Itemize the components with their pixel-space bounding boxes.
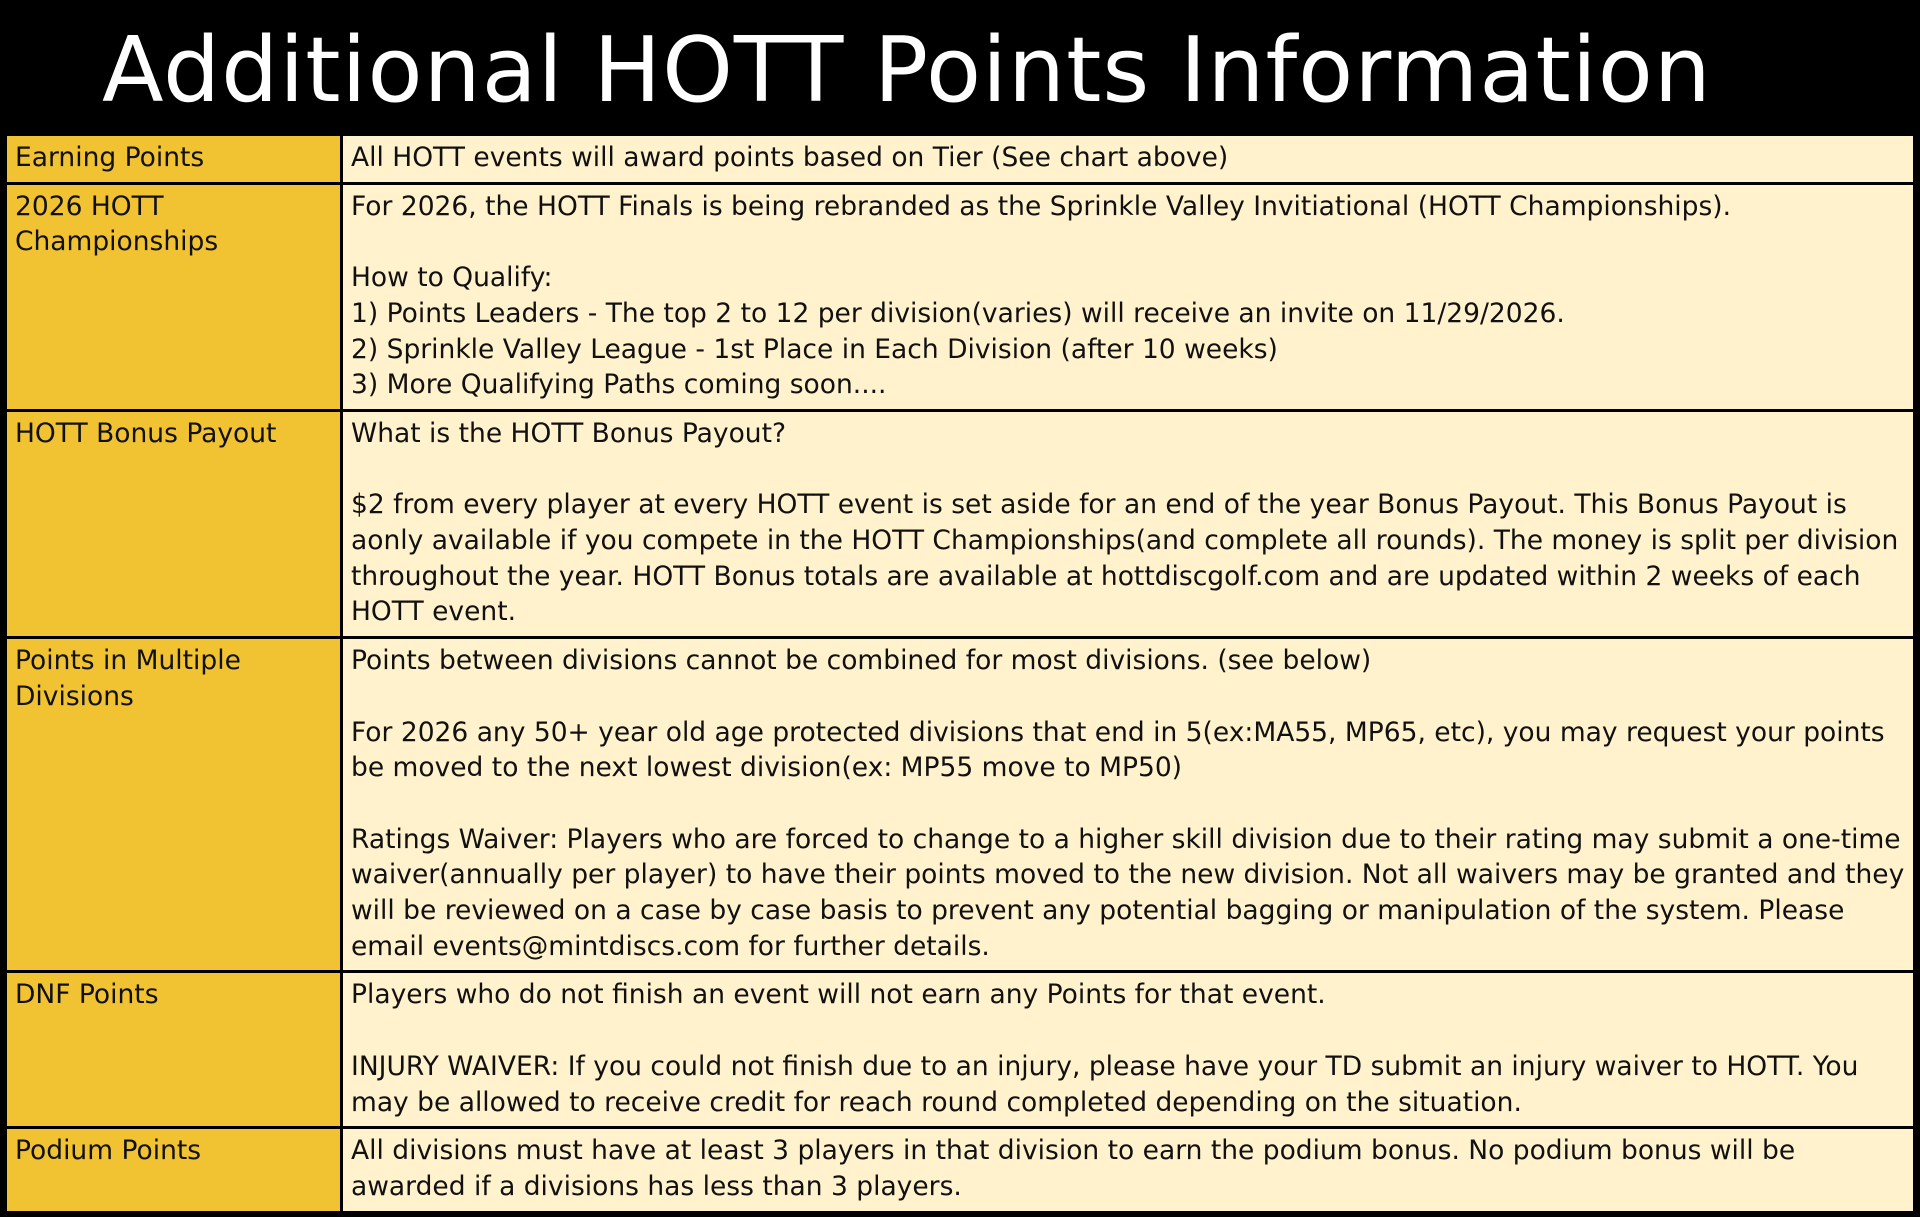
paragraph: Players who do not finish an event will not earn any Points for that event. [351,979,1326,1011]
paragraph-spacer [351,786,1905,822]
row-label: Podium Points [6,1128,342,1212]
paragraph-spacer [351,1013,1905,1049]
row-label: DNF Points [6,972,342,1128]
table-row [6,972,1915,1128]
table-row [6,1128,1915,1212]
paragraph: 3) More Qualifying Paths coming soon.... [351,369,887,401]
paragraph: All HOTT events will award points based on Tier (See chart above) [351,142,1229,173]
table-row [6,410,1915,637]
table-row [6,638,1915,972]
row-content [342,410,1915,637]
points-info-table [4,133,1916,1214]
table-body [6,135,1915,1213]
paragraph: INJURY WAIVER: If you could not finish due to an injury, please have your TD submit an injury waiver to HOTT. You may be allowed to receive credit for reach round completed depending on the situation. [351,1050,1859,1118]
paragraph: $2 from every player at every HOTT event is set aside for an end of the year Bonus Payout. This Bonus Payout is aonly available if you compete in the HOTT Championships(and complete all rounds). The money is split per division throughout the year. HOTT Bonus totals are available at hottdiscgolf.com and are updated within 2 weeks of each HOTT event. [351,489,1899,628]
paragraph-spacer [351,224,1905,260]
paragraph: Ratings Waiver: Players who are forced to change to a higher skill division due to their rating may submit a one-time waiver(annually per player) to have their points moved to the new division. Not all waivers may be granted and they will be reviewed on a case by case basis to prevent any potential bagging or manipulation of the system. Please email events@mintdiscs.com for further details. [351,823,1905,962]
paragraph: For 2026, the HOTT Finals is being rebranded as the Sprinkle Valley Invitiational (HOTT Championships). [351,190,1732,222]
paragraph: All divisions must have at least 3 players in that division to earn the podium bonus. No podium bonus will be awarded if a divisions has less than 3 players. [351,1135,1796,1202]
row-label: HOTT Bonus Payout [6,410,342,637]
paragraph: 2) Sprinkle Valley League - 1st Place in Each Division (after 10 weeks) [351,333,1278,365]
table-row [6,135,1915,184]
page-title: Additional HOTT Points Information [102,17,1712,123]
paragraph: How to Qualify: [351,262,553,294]
title-bar [0,0,1920,133]
row-content [342,183,1915,410]
paragraph: 1) Points Leaders - The top 2 to 12 per division(varies) will receive an invite on 11/29/2026. [351,297,1565,329]
paragraph: For 2026 any 50+ year old age protected divisions that end in 5(ex:MA55, MP65, etc), you may request your points be moved to the next lowest division(ex: MP55 move to MP50) [351,716,1885,784]
paragraph-spacer [351,679,1905,715]
row-content [342,638,1915,972]
row-content [342,1128,1915,1212]
table-row [6,183,1915,410]
row-content [342,972,1915,1128]
paragraph: What is the HOTT Bonus Payout? [351,417,787,449]
row-content [342,135,1915,184]
paragraph: Points between divisions cannot be combined for most divisions. (see below) [351,645,1372,677]
row-label: 2026 HOTT Championships [6,183,342,410]
paragraph-spacer [351,452,1905,488]
row-label: Earning Points [6,135,342,184]
row-label: Points in Multiple Divisions [6,638,342,972]
